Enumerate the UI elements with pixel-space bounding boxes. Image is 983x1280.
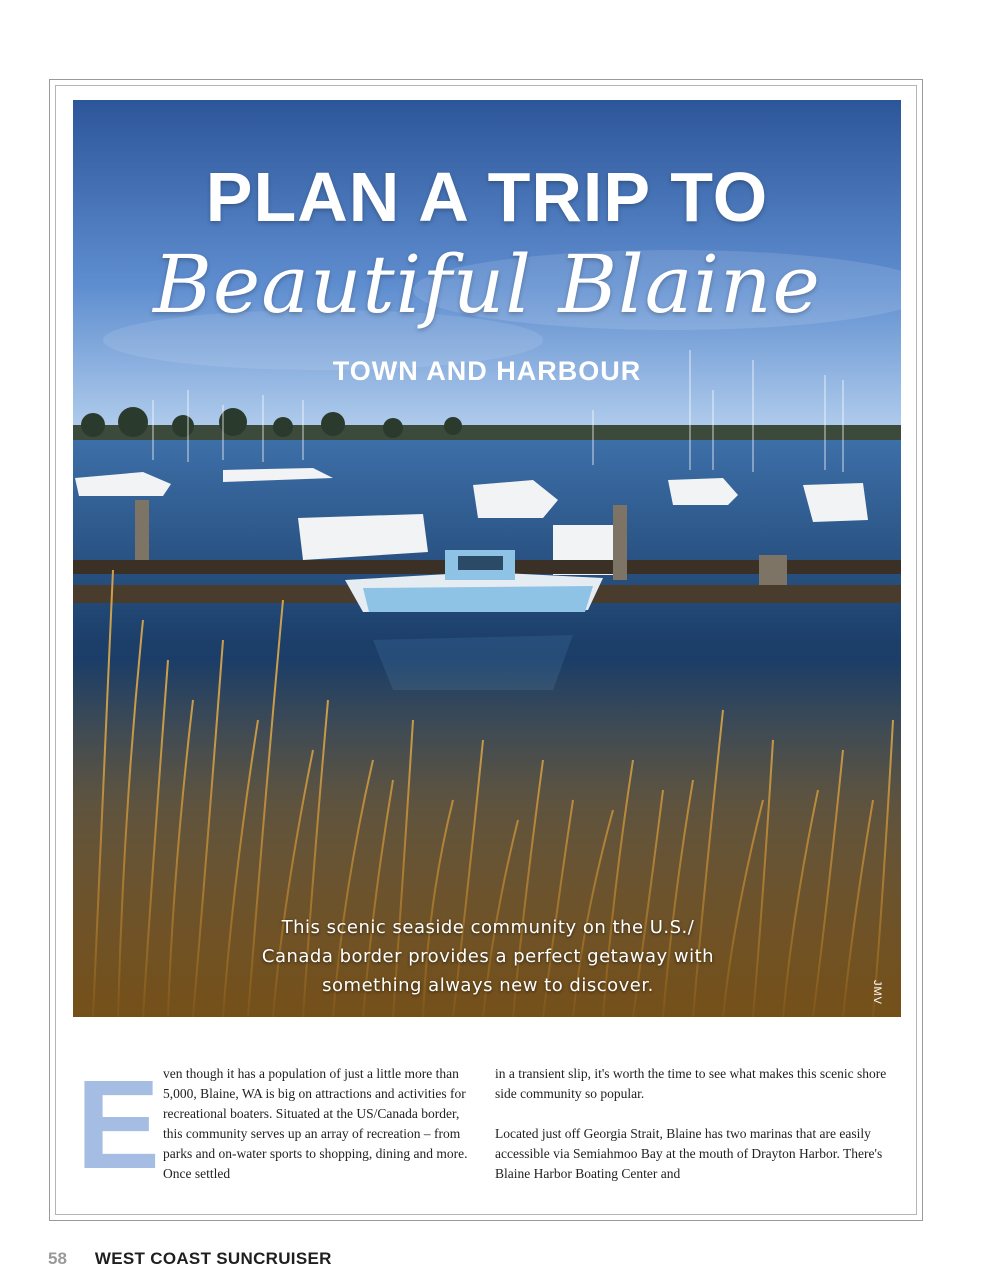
drop-cap: E [76,1054,161,1195]
page-footer [48,1249,332,1269]
page-number: 58 [48,1249,67,1268]
hero-photo [73,100,901,1017]
photo-credit: JMV [871,980,883,1005]
article-column-2 [495,1064,891,1184]
photo-caption: This scenic seaside community on the U.S./ Canada border provides a perfect getaway with something always new to discover. [261,917,715,996]
publication-name: WEST COAST SUNCRUISER [94,1249,332,1268]
headline-script-line: Beautiful Blaine [153,238,821,331]
article-paragraph: in a transient slip, it's worth the time to see what makes this scenic shore side community so popular. [495,1066,887,1101]
headline-line-1: PLAN A TRIP TO [205,158,769,236]
article-paragraph: ven though it has a population of just a little more than 5,000, Blaine, WA is big on attractions and activities for recreational boaters. Situated at the US/Canada border, this community serves up an array of recreation – from parks and on-water sports to shopping, dining and more. Once settled [163,1066,468,1181]
article-column-1 [163,1064,479,1184]
article-paragraph: Located just off Georgia Strait, Blaine has two marinas that are easily accessible via Semiahmoo Bay at the mouth of Drayton Harbor. There's Blaine Harbor Boating Center and [495,1126,883,1181]
headline-subtitle: TOWN AND HARBOUR [332,356,642,386]
